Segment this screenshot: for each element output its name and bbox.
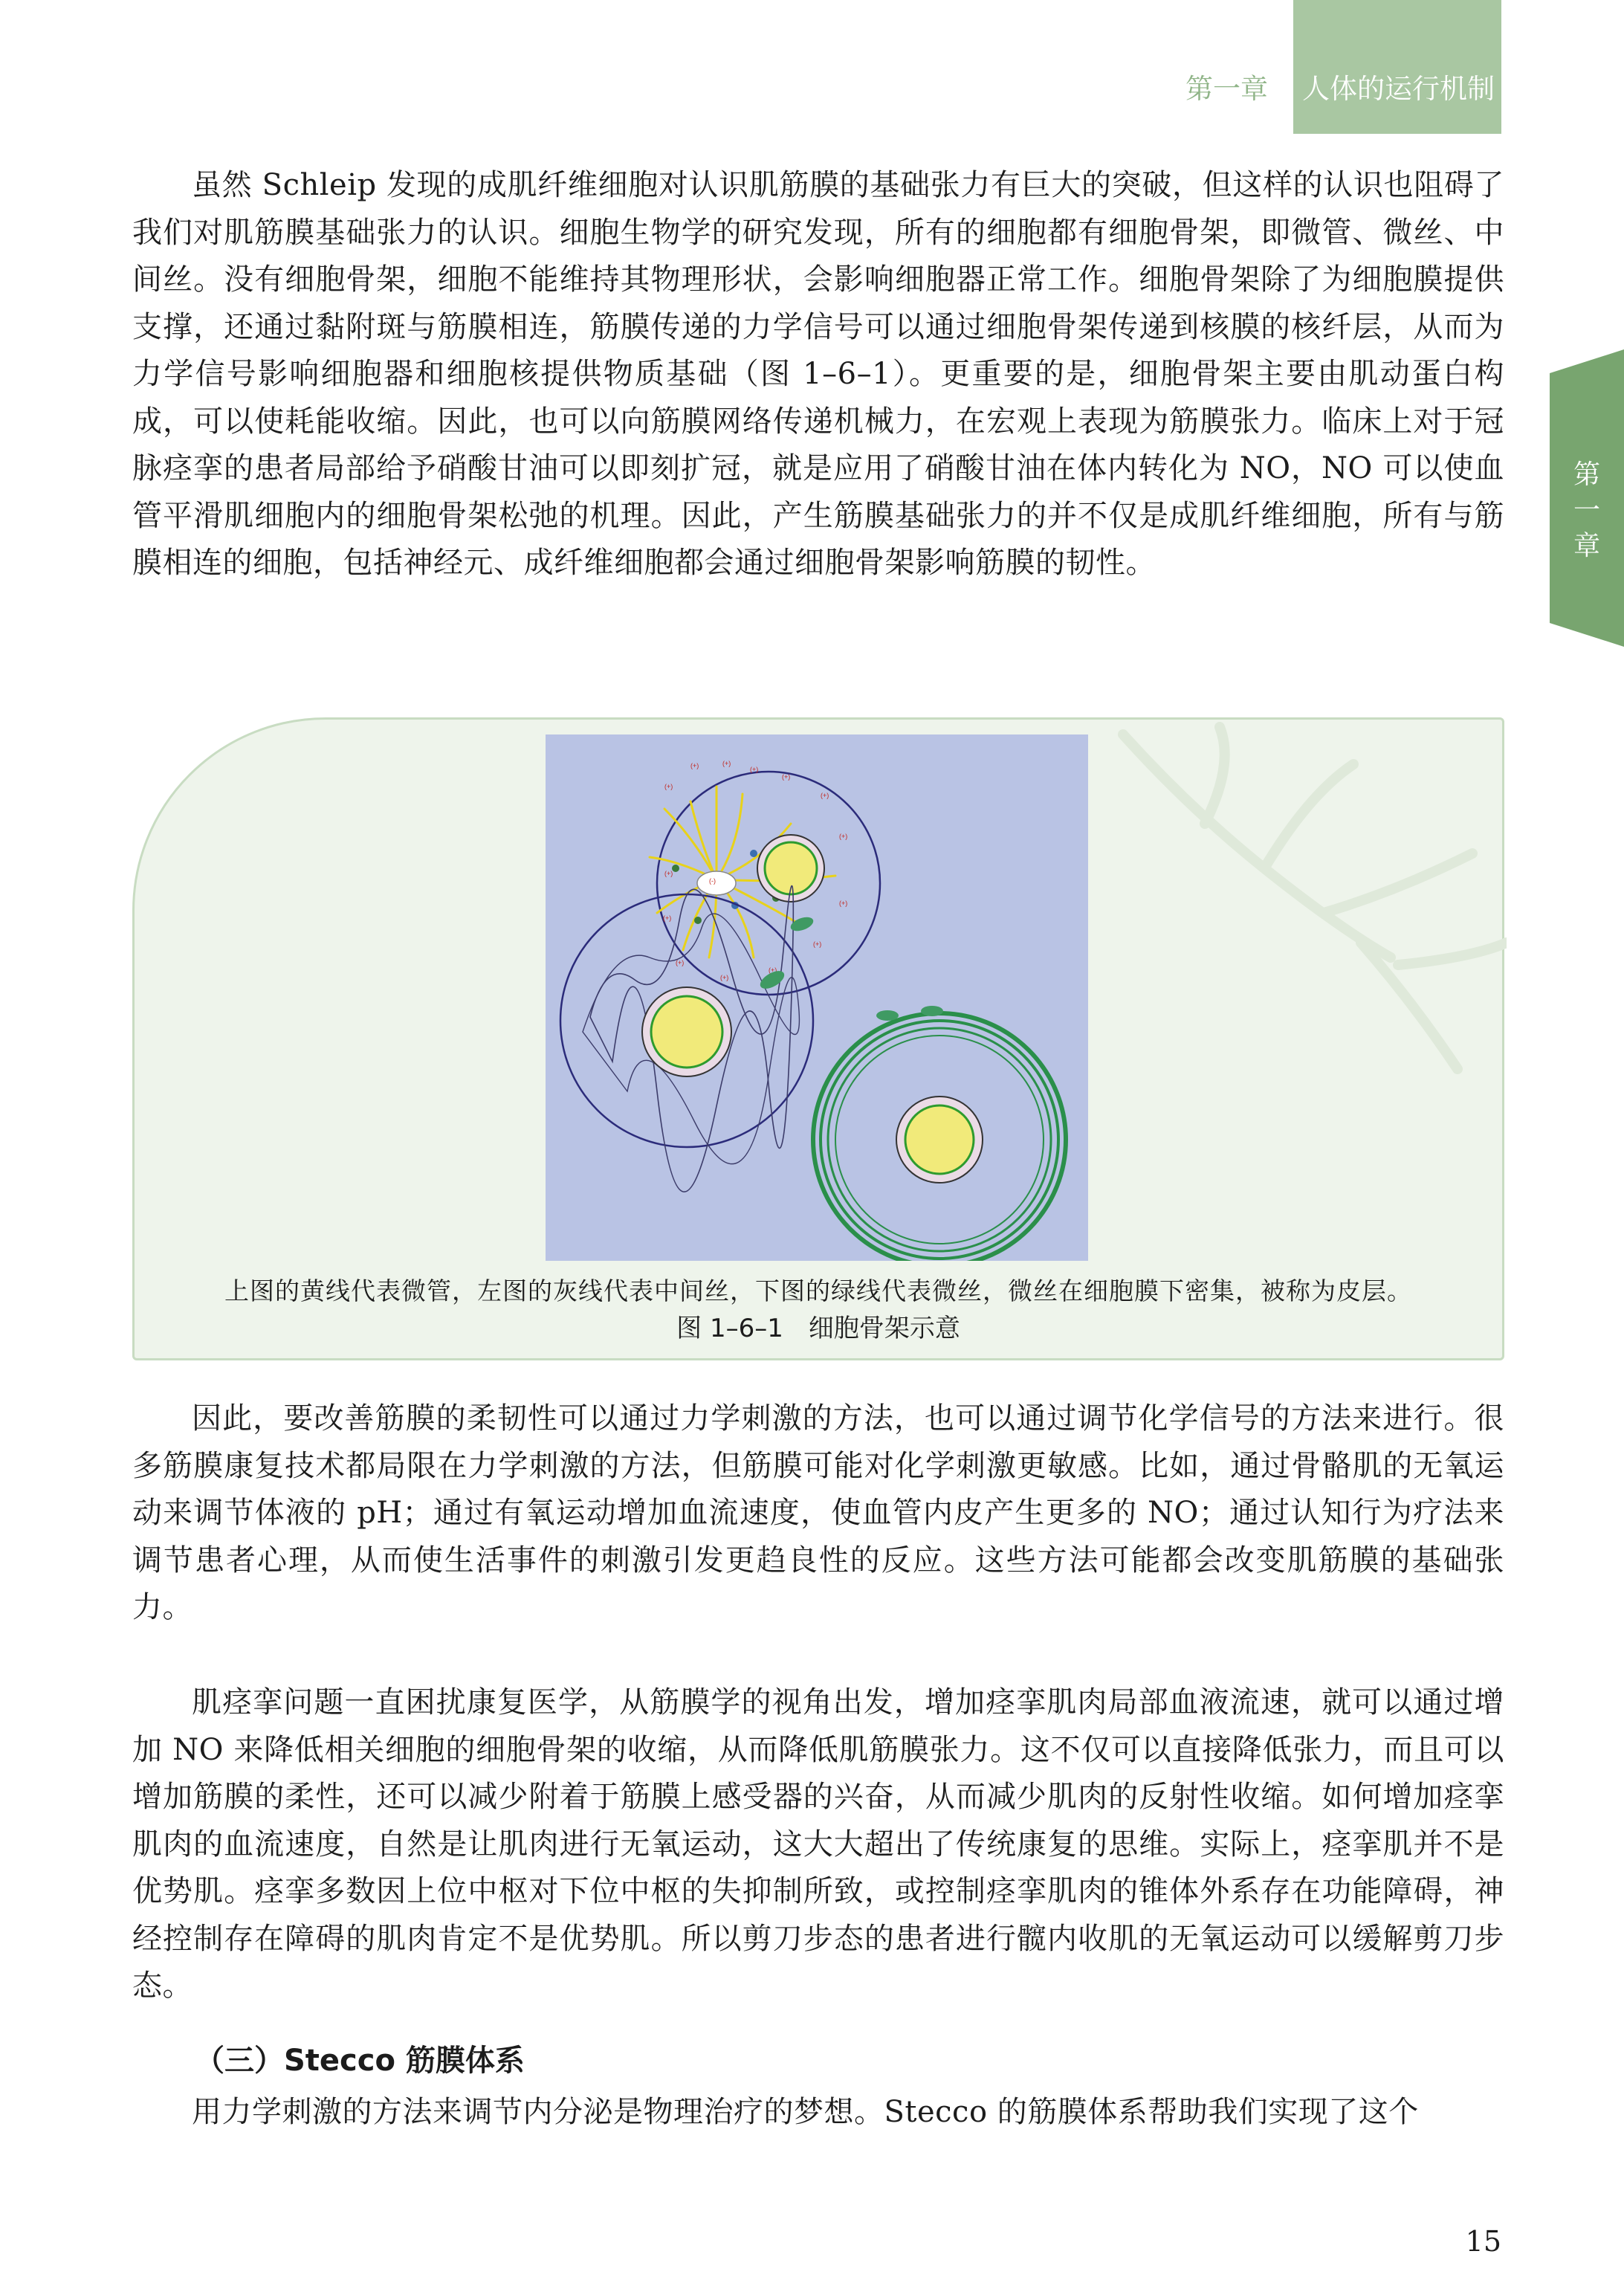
body-paragraph-1: 虽然 Schleip 发现的成肌纤维细胞对认识肌筋膜的基础张力有巨大的突破，但这样的认识也阻碍了我们对肌筋膜基础张力的认识。细胞生物学的研究发现，所有的细胞都有细胞骨架，即微管、微丝、中间丝。没有细胞骨架，细胞不能维持其物理形状，会影响细胞器正常工作。细胞骨架除了为细胞膜提供支撑，还通过黏附斑与筋膜相连，筋膜传递的力学信号可以通过细胞骨架传递到核膜的核纤层，从而为力学信号影响细胞器和细胞核提供物质基础（图 1–6–1）。更重要的是，细胞骨架主要由肌动蛋白构成，可以使耗能收缩。因此，也可以向筋膜网络传递机械力，在宏观上表现为筋膜张力。临床上对于冠脉痉挛的患者局部给予硝酸甘油可以即刻扩冠，就是应用了硝酸甘油在体内转化为 NO，NO 可以使血管平滑肌细胞内的细胞骨架松弛的机理。因此，产生筋膜基础张力的并不仅是成肌纤维细胞，所有与筋膜相连的细胞，包括神经元、成纤维细胞都会通过细胞骨架影响筋膜的韧性。 <box>132 168 1504 580</box>
charge-marker: (-) <box>709 877 716 885</box>
page-number: 15 <box>1465 2225 1501 2258</box>
charge-marker: (+) <box>782 773 791 781</box>
charge-marker: (+) <box>769 966 777 974</box>
charge-marker: (+) <box>690 762 699 769</box>
body-paragraph-2: 因此，要改善筋膜的柔韧性可以通过力学刺激的方法，也可以通过调节化学信号的方法来进行。很多筋膜康复技术都局限在力学刺激的方法，但筋膜可能对化学刺激更敏感。比如，通过骨骼肌的无氧运动来调节体液的 pH；通过有氧运动增加血流速度，使血管内皮产生更多的 NO；通过认知行为疗法来调节患者心理，从而使生活事件的刺激引发更趋良性的反应。这些方法可能都会改变肌筋膜的基础张力。 <box>132 1401 1504 1624</box>
cytoskeleton-diagram <box>546 734 1088 1261</box>
charge-marker: (+) <box>839 900 848 907</box>
charge-marker: (+) <box>821 792 829 799</box>
side-chapter-label: 第 一 章 <box>1573 459 1600 561</box>
cytoskeleton-figure <box>546 734 1088 1261</box>
header-title: 人体的运行机制 <box>1302 73 1495 105</box>
figure-caption: 图 1–6–1 细胞骨架示意 <box>676 1314 960 1343</box>
charge-marker: (+) <box>664 783 673 790</box>
body-paragraph-4: 用力学刺激的方法来调节内分泌是物理治疗的梦想。Stecco 的筋膜体系帮助我们实现了这个 <box>192 2095 1419 2129</box>
charge-marker: (+) <box>663 914 672 922</box>
body-paragraph-3: 肌痉挛问题一直困扰康复医学，从筋膜学的视角出发，增加痉挛肌肉局部血液流速，就可以通过增加 NO 来降低相关细胞的细胞骨架的收缩，从而降低肌筋膜张力。这不仅可以直接降低张力，而且可以增加筋膜的柔性，还可以减少附着于筋膜上感受器的兴奋，从而减少肌肉的反射性收缩。如何增加痉挛肌肉的血流速度，自然是让肌肉进行无氧运动，这大大超出了传统康复的思维。实际上，痉挛肌并不是优势肌。痉挛多数因上位中枢对下位中枢的失抑制所致，或控制痉挛肌肉的锥体外系存在功能障碍，神经控制存在障碍的肌肉肯定不是优势肌。所以剪刀步态的患者进行髋内收肌的无氧运动可以缓解剪刀步态。 <box>132 1685 1504 2003</box>
figure-note: 上图的黄线代表微管，左图的灰线代表中间丝，下图的绿线代表微丝，微丝在细胞膜下密集，被称为皮层。 <box>224 1276 1412 1305</box>
charge-marker: (+) <box>813 940 822 948</box>
charge-marker: (+) <box>722 760 731 767</box>
section-heading: （三）Stecco 筋膜体系 <box>195 2044 525 2078</box>
charge-marker: (+) <box>720 974 729 981</box>
charge-marker: (+) <box>750 766 759 773</box>
charge-marker: (+) <box>664 870 673 877</box>
charge-marker: (+) <box>676 959 685 966</box>
charge-marker: (+) <box>839 833 848 840</box>
header-chapter: 第一章 <box>1185 73 1268 105</box>
